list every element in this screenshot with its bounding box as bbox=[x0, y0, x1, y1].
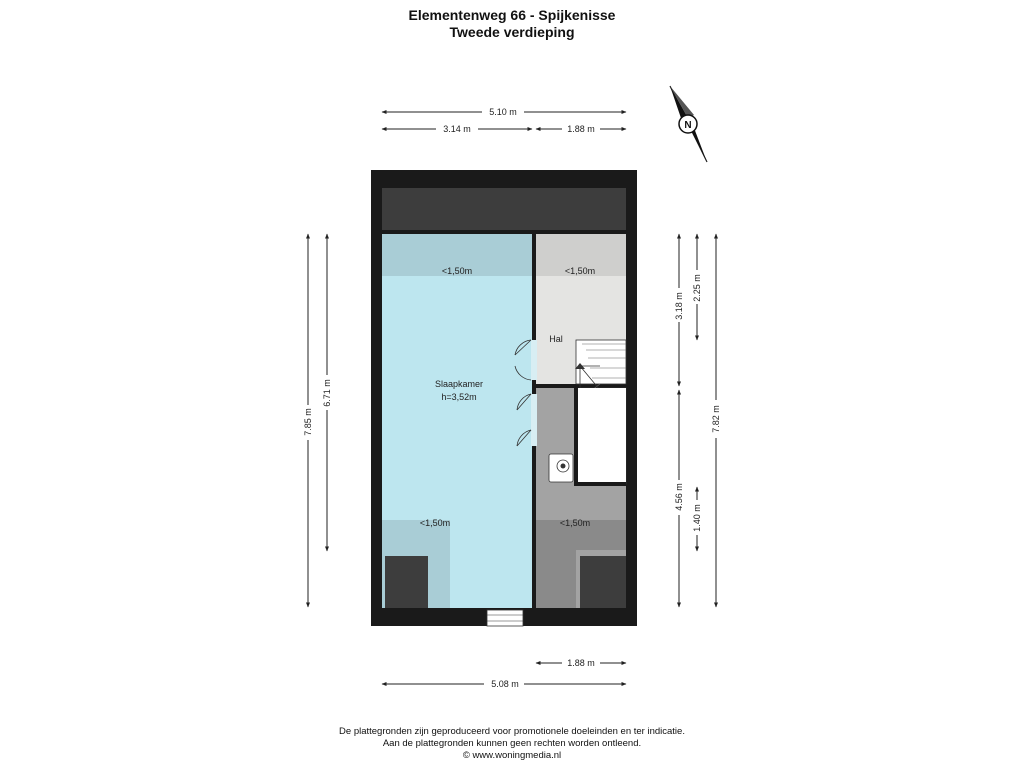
disclaimer-line-1: De plattegronden zijn geproduceerd voor promotionele doeleinden en ter indicatie. bbox=[339, 726, 685, 737]
hall-label: Hal bbox=[549, 334, 563, 344]
roof-eave bbox=[382, 188, 626, 230]
window-bottom bbox=[487, 610, 523, 626]
dimension-top-total bbox=[382, 107, 626, 117]
dimension-top-right bbox=[536, 124, 626, 134]
dimension-right-lower-small bbox=[692, 487, 702, 551]
boiler-icon bbox=[549, 454, 573, 482]
dim-top-total-label: 5.10 m bbox=[489, 107, 517, 117]
low-ceiling-label-bedroom-bottom: <1,50m bbox=[419, 518, 451, 528]
stair-opening bbox=[576, 388, 626, 484]
dim-right-lower-small-label: 1.40 m bbox=[692, 504, 702, 532]
compass-label: N bbox=[684, 120, 692, 131]
bedroom-label: Slaapkamer bbox=[434, 379, 484, 389]
low-ceiling-label-utility: <1,50m bbox=[559, 518, 591, 528]
floor-title: Tweede verdieping bbox=[449, 24, 575, 40]
bedroom-corner-block bbox=[385, 556, 428, 608]
dim-right-lower-label: 4.56 m bbox=[674, 483, 684, 511]
dim-right-upper-small-label: 2.25 m bbox=[692, 274, 702, 302]
dimension-right-upper-small bbox=[692, 234, 702, 340]
low-ceiling-label-hall: <1,50m bbox=[564, 266, 596, 276]
dim-top-left-label: 3.14 m bbox=[443, 124, 471, 134]
address-title: Elementenweg 66 - Spijkenisse bbox=[408, 7, 616, 23]
bedroom-height-label: h=3,52m bbox=[441, 392, 477, 402]
dim-right-outer-label: 7.82 m bbox=[711, 405, 721, 433]
dim-top-right-label: 1.88 m bbox=[567, 124, 595, 134]
disclaimer-line-2: Aan de plattegronden kunnen geen rechten worden ontleend. bbox=[382, 738, 642, 749]
dim-left-outer-label: 7.85 m bbox=[303, 408, 313, 436]
dim-right-upper-label: 3.18 m bbox=[674, 292, 684, 320]
low-ceiling-label-bedroom-top: <1,50m bbox=[441, 266, 473, 276]
utility-low-ceiling-left bbox=[536, 550, 576, 608]
dimension-right-outer bbox=[711, 234, 721, 607]
north-compass-icon bbox=[670, 86, 707, 162]
dimension-bottom-right bbox=[536, 658, 626, 668]
stair-wall-left bbox=[574, 388, 578, 486]
utility-corner-block bbox=[580, 556, 626, 608]
dim-bottom-total-label: 5.08 m bbox=[491, 679, 519, 689]
dim-bottom-right-label: 1.88 m bbox=[567, 658, 595, 668]
dimension-left-outer bbox=[303, 234, 313, 607]
stair-wall-bottom bbox=[576, 482, 626, 486]
dim-left-inner-label: 6.71 m bbox=[322, 379, 332, 407]
dimension-bottom-total bbox=[382, 679, 626, 689]
dimension-right-upper bbox=[674, 234, 684, 386]
dimension-top-left bbox=[382, 124, 532, 134]
dimension-left-inner bbox=[322, 234, 332, 551]
copyright-line: © www.woningmedia.nl bbox=[462, 750, 562, 761]
interior-wall-horizontal bbox=[536, 384, 576, 388]
dimension-right-lower bbox=[674, 390, 684, 607]
